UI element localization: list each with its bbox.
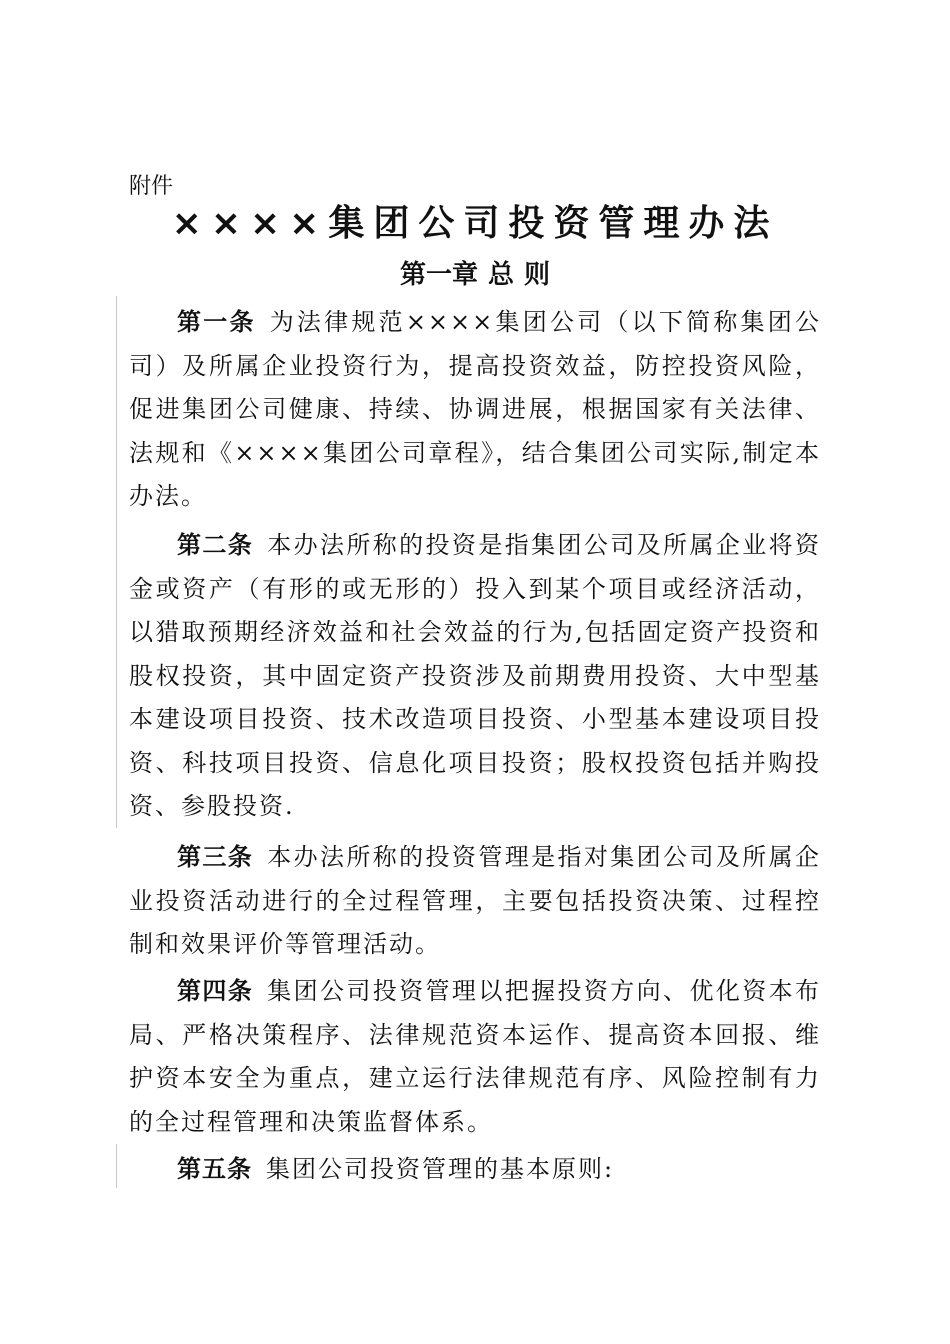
chapter-heading bbox=[0, 256, 950, 294]
article-5 bbox=[129, 1148, 821, 1192]
article-3 bbox=[129, 836, 821, 967]
article-number: 第五条 bbox=[177, 1155, 252, 1183]
article-text: 为法律规范××××集团公司（以下简称集团公司）及所属企业投资行为，提高投资效益，防控投资风险，促进集团公司健康、持续、协调进展，根据国家有关法律、法规和《××××集团公司章程》，结合集团公司实际,制定本办法。 bbox=[129, 308, 822, 510]
article-number: 第四条 bbox=[177, 977, 254, 1005]
article-number: 第一条 bbox=[177, 308, 256, 336]
article-number: 第二条 bbox=[177, 531, 254, 559]
margin-revision-bar bbox=[116, 296, 117, 828]
chapter-name-part1: 总 bbox=[487, 260, 514, 290]
chapter-name-part2: 则 bbox=[524, 260, 551, 290]
document-title: ××××集团公司投资管理办法 bbox=[171, 203, 779, 244]
article-number: 第三条 bbox=[177, 843, 254, 871]
article-text: 本办法所称的投资管理是指对集团公司及所属企业投资活动进行的全过程管理，主要包括投资决策、过程控制和效果评价等管理活动。 bbox=[129, 843, 822, 958]
article-1 bbox=[129, 301, 821, 519]
article-2 bbox=[129, 524, 821, 829]
article-text: 集团公司投资管理以把握投资方向、优化资本布局、严格决策程序、法律规范资本运作、提高资本回报、维护资本安全为重点，建立运行法律规范有序、风险控制有力的全过程管理和决策监督体系。 bbox=[129, 977, 822, 1136]
article-text: 集团公司投资管理的基本原则: bbox=[266, 1155, 615, 1183]
margin-revision-bar bbox=[116, 1144, 117, 1188]
article-text: 本办法所称的投资是指集团公司及所属企业将资金或资产（有形的或无形的）投入到某个项目或经济活动，以猎取预期经济效益和社会效益的行为,包括固定资产投资和股权投资，其中固定资产投资涉及前期费用投资、大中型基本建设项目投资、技术改造项目投资、小型基本建设项目投资、科技项目投资、信息化项目投资；股权投资包括并购投资、参股投资. bbox=[129, 531, 822, 820]
article-4 bbox=[129, 970, 821, 1144]
attachment-label: 附件 bbox=[129, 174, 174, 199]
chapter-number: 第一章 bbox=[399, 260, 478, 290]
